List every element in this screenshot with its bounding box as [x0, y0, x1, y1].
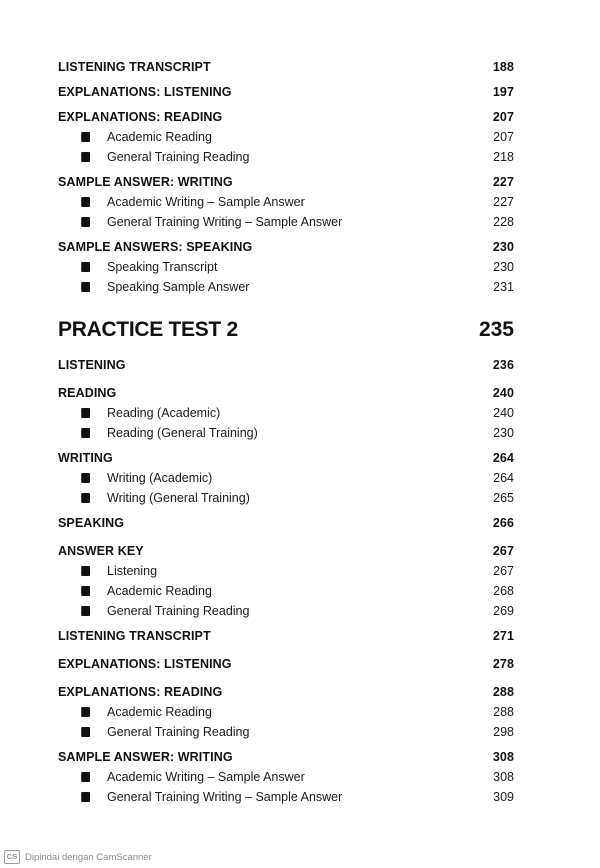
square-bullet-icon [82, 772, 90, 782]
toc-item-left [58, 423, 258, 443]
toc-item-page: 309 [493, 790, 514, 804]
toc-item-left [58, 722, 249, 742]
scanner-footer-text: Dipindai dengan CamScanner [25, 851, 152, 863]
toc-item-row [58, 403, 514, 423]
toc-section-row [58, 682, 514, 702]
toc-section-page: 230 [492, 240, 514, 254]
toc-section-title: ANSWER KEY [58, 544, 144, 558]
toc-section-row [58, 513, 514, 533]
toc-item-page: 218 [493, 150, 514, 164]
toc-section-title: LISTENING [58, 358, 126, 372]
toc-item-left [58, 468, 212, 488]
toc-section-row [58, 541, 514, 561]
toc-item-label: General Training Reading [107, 604, 250, 618]
toc-section-row [58, 654, 514, 674]
toc-section-page: 308 [492, 750, 514, 764]
toc-item-left [58, 192, 305, 212]
practice-test-page: 235 [478, 318, 514, 341]
toc-section-title: READING [58, 386, 117, 400]
toc-section [58, 383, 514, 443]
toc-section-page: 236 [492, 358, 514, 372]
toc-section-page: 188 [492, 60, 514, 74]
toc-section [58, 172, 514, 232]
toc-section-row [58, 107, 514, 127]
toc-item-left [58, 212, 342, 232]
toc-item-page: 240 [493, 406, 514, 420]
square-bullet-icon [82, 707, 90, 717]
table-of-contents [58, 57, 514, 812]
toc-item-left [58, 488, 250, 508]
toc-item-page: 207 [493, 130, 514, 144]
square-bullet-icon [82, 428, 90, 438]
toc-item-label: Academic Writing – Sample Answer [107, 195, 305, 209]
square-bullet-icon [82, 152, 90, 162]
toc-item-page: 228 [493, 215, 514, 229]
square-bullet-icon [82, 566, 90, 576]
square-bullet-icon [82, 408, 90, 418]
toc-item-label: General Training Writing – Sample Answer [107, 790, 343, 804]
toc-item-row [58, 277, 514, 297]
toc-item-row [58, 767, 514, 787]
toc-item-page: 298 [493, 725, 514, 739]
toc-section-page: 271 [492, 629, 514, 643]
toc-section-page: 240 [492, 386, 514, 400]
toc-item-row [58, 488, 514, 508]
toc-section-title: SPEAKING [58, 516, 125, 530]
toc-item-label: Academic Reading [107, 584, 212, 598]
toc-item-page: 265 [493, 491, 514, 505]
toc-section-row [58, 82, 514, 102]
toc-section-row [58, 626, 514, 646]
toc-item-row [58, 468, 514, 488]
toc-section [58, 448, 514, 508]
scanner-footer [4, 850, 152, 864]
camscanner-logo-icon: CS [4, 850, 20, 864]
toc-item-label: Speaking Transcript [107, 260, 218, 274]
toc-section-title: EXPLANATIONS: READING [58, 110, 223, 124]
toc-section-page: 227 [492, 175, 514, 189]
toc-section [58, 747, 514, 807]
toc-section [58, 541, 514, 621]
square-bullet-icon [82, 197, 90, 207]
toc-item-label: Reading (Academic) [107, 406, 221, 420]
toc-item-left [58, 403, 220, 423]
square-bullet-icon [82, 262, 90, 272]
square-bullet-icon [82, 132, 90, 142]
toc-section-title: LISTENING TRANSCRIPT [58, 629, 211, 643]
toc-item-page: 288 [493, 705, 514, 719]
toc-item-label: Academic Writing – Sample Answer [107, 770, 305, 784]
practice-test-title: PRACTICE TEST 2 [58, 318, 238, 341]
toc-section-page: 197 [492, 85, 514, 99]
toc-section [58, 82, 514, 102]
toc-section-title: LISTENING TRANSCRIPT [58, 60, 211, 74]
toc-item-row [58, 702, 514, 722]
toc-item-page: 269 [493, 604, 514, 618]
toc-section-row [58, 237, 514, 257]
toc-section [58, 513, 514, 533]
square-bullet-icon [82, 282, 90, 292]
toc-section-page: 207 [492, 110, 514, 124]
square-bullet-icon [82, 493, 90, 503]
toc-item-label: Speaking Sample Answer [107, 280, 250, 294]
toc-item-label: Listening [107, 564, 158, 578]
toc-item-page: 230 [493, 260, 514, 274]
toc-section-row [58, 172, 514, 192]
toc-item-label: Writing (General Training) [107, 491, 250, 505]
toc-item-page: 267 [493, 564, 514, 578]
toc-section-title: WRITING [58, 451, 113, 465]
square-bullet-icon [82, 727, 90, 737]
toc-section [58, 237, 514, 297]
toc-item-left [58, 561, 157, 581]
toc-section-page: 288 [492, 685, 514, 699]
toc-section-title: SAMPLE ANSWER: WRITING [58, 750, 233, 764]
square-bullet-icon [82, 606, 90, 616]
toc-item-label: General Training Writing – Sample Answer [107, 215, 343, 229]
toc-section [58, 57, 514, 77]
toc-item-row [58, 212, 514, 232]
toc-item-row [58, 561, 514, 581]
toc-section-title: EXPLANATIONS: LISTENING [58, 85, 232, 99]
toc-section-page: 267 [492, 544, 514, 558]
toc-item-row [58, 787, 514, 807]
toc-item-label: Writing (Academic) [107, 471, 213, 485]
toc-item-row [58, 581, 514, 601]
square-bullet-icon [82, 217, 90, 227]
toc-section-page: 278 [492, 657, 514, 671]
toc-item-row [58, 257, 514, 277]
toc-item-left [58, 147, 249, 167]
toc-section-title: EXPLANATIONS: LISTENING [58, 657, 232, 671]
toc-item-row [58, 127, 514, 147]
toc-item-row [58, 423, 514, 443]
toc-item-label: Academic Reading [107, 130, 212, 144]
toc-item-label: General Training Reading [107, 725, 250, 739]
toc-section [58, 107, 514, 167]
toc-item-page: 268 [493, 584, 514, 598]
toc-item-left [58, 581, 212, 601]
toc-item-label: General Training Reading [107, 150, 250, 164]
toc-section-row [58, 355, 514, 375]
toc-item-label: Academic Reading [107, 705, 212, 719]
toc-part-2 [58, 355, 514, 807]
toc-part-1 [58, 57, 514, 297]
toc-section-row [58, 383, 514, 403]
toc-item-left [58, 127, 212, 147]
toc-section [58, 682, 514, 742]
toc-section-title: EXPLANATIONS: READING [58, 685, 223, 699]
toc-section-title: SAMPLE ANSWERS: SPEAKING [58, 240, 253, 254]
toc-section-page: 266 [492, 516, 514, 530]
toc-section-page: 264 [492, 451, 514, 465]
toc-item-row [58, 601, 514, 621]
toc-item-page: 227 [493, 195, 514, 209]
toc-item-left [58, 601, 249, 621]
toc-section-title: SAMPLE ANSWER: WRITING [58, 175, 233, 189]
toc-item-left [58, 787, 342, 807]
toc-item-page: 231 [493, 280, 514, 294]
toc-item-left [58, 702, 212, 722]
square-bullet-icon [82, 586, 90, 596]
toc-section-row [58, 747, 514, 767]
toc-section-row [58, 448, 514, 468]
toc-item-label: Reading (General Training) [107, 426, 258, 440]
toc-section-row [58, 57, 514, 77]
toc-section [58, 355, 514, 375]
toc-item-left [58, 257, 217, 277]
square-bullet-icon [82, 792, 90, 802]
toc-section [58, 626, 514, 646]
square-bullet-icon [82, 473, 90, 483]
toc-item-page: 264 [493, 471, 514, 485]
toc-item-row [58, 192, 514, 212]
toc-item-left [58, 277, 249, 297]
toc-item-row [58, 722, 514, 742]
toc-item-page: 230 [493, 426, 514, 440]
toc-item-left [58, 767, 305, 787]
toc-item-page: 308 [493, 770, 514, 784]
practice-test-heading [58, 315, 514, 345]
toc-section [58, 654, 514, 674]
toc-item-row [58, 147, 514, 167]
